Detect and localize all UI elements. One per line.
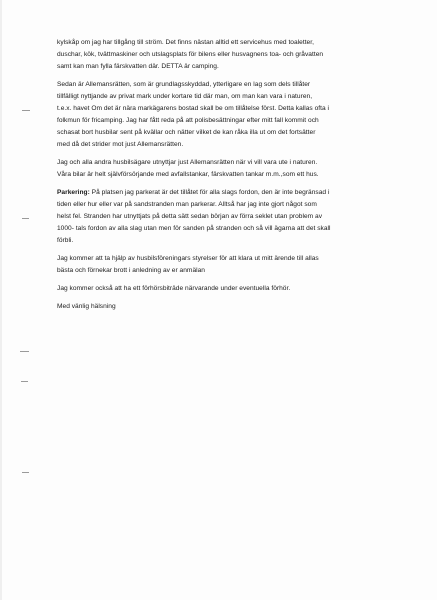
margin-mark <box>22 218 29 219</box>
text-line: Sedan är Allemansrätten, som är grundlagsskyddad, ytterligare en lag som dels tillåter <box>57 81 311 88</box>
letter-body <box>57 37 392 319</box>
text-line: helst fel. Stranden har utnyttjats på detta sätt sedan början av förra seklet utan problem av <box>57 213 323 220</box>
paragraph-forhorsbitrade <box>57 283 392 295</box>
text-line: tillfälligt nyttjande av privat mark under kortare tid där man, om man kan vara i naturen, <box>57 93 313 100</box>
text-line: t.e.x. havet Om det är nära markägarens bostad skall be om tillåtelse först. Detta kallas ofta i <box>57 105 330 112</box>
text-line: Jag och alla andra husbilsägare utnyttjar just Allemansrätten när vi vill vara ute i naturen. <box>57 159 318 166</box>
margin-mark <box>22 110 30 111</box>
paragraph-allemansratten <box>57 79 392 151</box>
margin-mark <box>22 472 29 473</box>
text-line: tiden eller hur eller var på sandstranden man parkerar. Alltså har jag inte gjort något som <box>57 201 317 208</box>
text-line: 1000- tals fordon av alla slag utan men för sanden på stranden och så vill ägarna att det skall <box>57 225 331 232</box>
text-line: Jag kommer också att ha ett förhörsbiträde närvarande under eventuella förhör. <box>57 285 291 292</box>
text-line: schasat bort husbilar sent på kvällar och nätter vilket de kan råka illa ut om det fortsätter <box>57 129 316 136</box>
text-line: På platsen jag parkerat är det tillåtet för alla slags fordon, den är inte begränsad i <box>89 189 330 196</box>
text-line: med då det strider mot just Allemansrätten. <box>57 141 184 148</box>
text-line: duschar, kök, tvättmaskiner och utslagsplats för bilens eller husvagnens toa- och gråvatten <box>57 51 324 58</box>
text-line: samt kan man fylla färskvatten där. DETTA är camping. <box>57 63 219 70</box>
closing-salutation <box>57 301 392 313</box>
text-line: bästa och förnekar brott i anledning av er anmälan <box>57 267 205 274</box>
text-line: folkmun för fricamping. Jag har fått reda på att polisbesättningar efter mitt fall kommit och <box>57 117 319 124</box>
paragraph-lead-heading: Parkering: <box>57 189 90 196</box>
text-line: Med vänlig hälsning <box>57 303 116 310</box>
paragraph-husbilsagare <box>57 157 392 181</box>
margin-mark <box>20 351 29 352</box>
text-line: Våra bilar är helt självförsörjande med avfallstankar, färskvatten tankar m.m.,som ett hus. <box>57 171 319 178</box>
margin-mark <box>21 381 28 382</box>
text-line: förbli. <box>57 237 74 244</box>
paragraph-husbilsforeningar <box>57 253 392 277</box>
text-line: Jag kommer att ta hjälp av husbilsföreningars styrelser för att klara ut mitt ärende till allas <box>57 255 319 262</box>
text-line: kylskåp om jag har tillgång till ström. Det finns nästan alltid ett servicehus med toaletter, <box>57 39 314 46</box>
scan-edge <box>0 0 2 600</box>
paragraph-parkering <box>57 187 392 247</box>
paragraph-servicehus <box>57 37 392 73</box>
